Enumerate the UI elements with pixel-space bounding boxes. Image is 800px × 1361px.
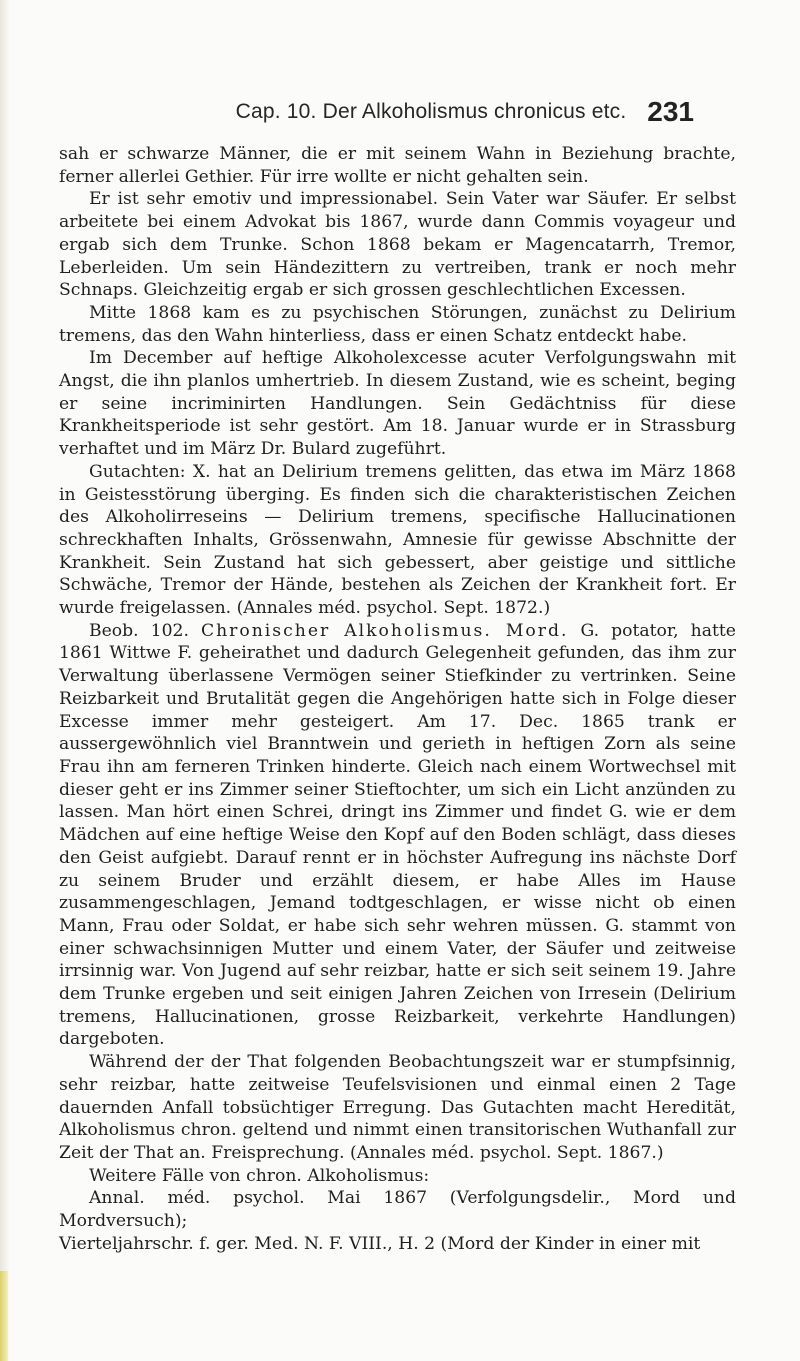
page-number: 231 (647, 96, 694, 127)
binding-shadow (0, 0, 10, 1361)
paragraph-gutachten: Gutachten: X. hat an Delirium tremens gelitten, das etwa im März 1868 in Geistesstörung überging. Es finden sich die charakteristischen Zeichen des Alkoholirreseins — Delirium tremens, specifische Hallucinationen schreckhaften Inhalts, Grössenwahn, Amnesie für gewisse Abschnitte der Krankheit. Sein Zustand hat sich gebessert, aber geistige und sittliche Schwäche, Tremor der Hände, bestehen als Zeichen der Krankheit fort. Er wurde freigelassen. (Annales méd. psychol. Sept. 1872.) (59, 461, 736, 619)
paragraph-onset: Mitte 1868 kam es zu psychischen Störungen, zunächst zu Delirium tremens, das den Wahn hinterliess, dass er einen Schatz entdeckt habe. (59, 302, 736, 346)
case-title: Chronischer Alkoholismus. Mord. (200, 620, 569, 641)
case-paragraph (59, 620, 736, 1051)
paragraph-continuation: sah er schwarze Männer, die er mit seinem Wahn in Beziehung brachte, ferner allerlei Gethier. Für irre wollte er nicht gehalten sein. (59, 144, 736, 187)
body-text (59, 143, 736, 1255)
reference-annales: Annal. méd. psychol. Mai 1867 (Verfolgungsdelir., Mord und Mordversuch); (59, 1188, 736, 1232)
page-edge-tab (0, 1271, 8, 1361)
paragraph-observation: Während der der That folgenden Beobachtungszeit war er stumpfsinnig, sehr reizbar, hatte zeitweise Teufelsvisionen und einmal einen 2 Tage dauernden Anfall tobsüchtiger Erregung. Das Gutachten macht Heredität, Alkoholismus chron. geltend und nimmt einen transitorischen Wuthanfall zur Zeit der That an. Freisprechung. (Annales méd. psychol. Sept. 1867.) (59, 1052, 736, 1163)
paragraph-further-cases: Weitere Fälle von chron. Alkoholismus: (89, 1165, 430, 1186)
case-label: Beob. 102. (89, 620, 189, 641)
case-text: G. potator, hatte 1861 Wittwe F. geheirathet und dadurch Gelegenheit gefunden, das ihm zur Verwaltung überlassene Vermögen seiner Stiefkinder zu vertrinken. Seine Reizbarkeit und Brutalität gegen die Angehörigen hatte sich in Folge dieser Excesse immer mehr gesteigert. Am 17. Dec. 1865 trank er aussergewöhnlich viel Branntwein und gerieth in heftigen Zorn als seine Frau ihn am ferneren Trinken hinderte. Gleich nach einem Wortwechsel mit dieser geht er ins Zimmer seiner Stieftochter, um sich ein Licht anzünden zu lassen. Man hört einen Schrei, dringt ins Zimmer und findet G. wie er dem Mädchen auf eine heftige Weise den Kopf auf den Boden schlägt, dass dieses den Geist aufgiebt. Darauf rennt er in höchster Aufregung ins nächste Dorf zu seinem Bruder und erzählt diesem, er habe Alles im Hause zusammengeschlagen, Jemand todtgeschlagen, er wisse nicht ob einen Mann, Frau oder Soldat, er habe sich sehr wehren müssen. G. stammt von einer schwachsinnigen Mutter und einem Vater, der Säufer und zeitweise irrsinnig war. Von Jugend auf sehr reizbar, hatte er sich seit seinem 19. Jahre dem Trunke ergeben und seit einigen Jahren Zeichen von Irresein (Delirium tremens, Hallucinationen, grosse Reizbarkeit, verkehrte Handlungen) dargeboten. (59, 620, 736, 1050)
reference-vierteljahrschrift: Vierteljahrschr. f. ger. Med. N. F. VIII., H. 2 (Mord der Kinder in einer mit (59, 1233, 701, 1254)
paragraph-anamnesis: Er ist sehr emotiv und impressionabel. Sein Vater war Säufer. Er selbst arbeitete bei einem Advokat bis 1867, wurde dann Commis voyageur und ergab sich dem Trunke. Schon 1868 bekam er Magencatarrh, Tremor, Leberleiden. Um sein Händezittern zu vertreiben, trank er noch mehr Schnaps. Gleichzeitig ergab er sich grossen geschlechtlichen Excessen. (59, 189, 736, 301)
running-head: Cap. 10. Der Alkoholismus chronicus etc. (235, 100, 627, 123)
paragraph-december: Im December auf heftige Alkoholexcesse acuter Verfolgungswahn mit Angst, die ihn planlos umhertrieb. In diesem Zustand, wie es scheint, beging er seine incriminirten Handlungen. Sein Gedächtniss für diese Krankheitsperiode ist sehr gestört. Am 18. Januar wurde er in Strassburg verhaftet und im März Dr. Bulard zugeführt. (59, 348, 736, 460)
